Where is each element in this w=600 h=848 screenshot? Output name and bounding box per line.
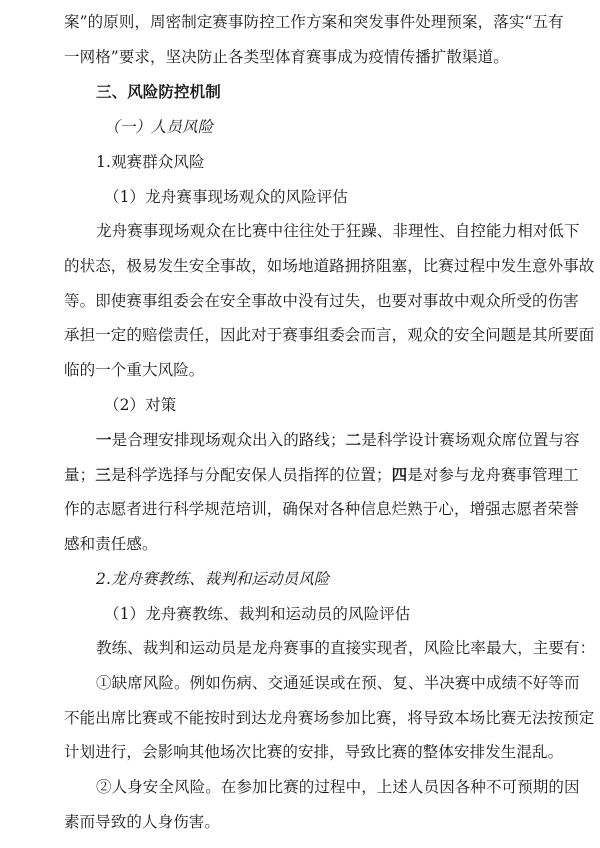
paragraph-line: 案”的原则，周密制定赛事防控工作方案和突发事件处理预案，落实“五有 <box>64 13 564 31</box>
paragraph-line: ①缺席风险。例如伤病、交通延误或在预、复、半决赛中成绩不好等而 <box>96 674 580 692</box>
text-span: 是对参与龙舟赛事管理工 <box>407 466 579 484</box>
subitem-heading: （1）龙舟赛事现场观众的风险评估 <box>104 188 348 206</box>
paragraph-line: 作的志愿者进行科学规范培训，确保对各种信息烂熟于心，增强志愿者荣誉 <box>64 500 579 518</box>
text-span: 是科学选择与分配安保人员指挥的位置； <box>110 466 392 484</box>
paragraph-line <box>64 465 579 485</box>
paragraph-line: 教练、裁判和运动员是龙舟赛事的直接实现者，风险比率最大，主要有： <box>96 639 596 657</box>
bold-term: 一 <box>96 430 112 449</box>
paragraph-line: 的状态，极易发生安全事故，如场地道路拥挤阻塞，比赛过程中发生意外事故 <box>64 257 595 275</box>
subitem-heading: （1）龙舟赛教练、裁判和运动员的风险评估 <box>104 605 411 623</box>
paragraph-line: 感和责任感。 <box>64 535 158 553</box>
paragraph-line: 素而导致的人身伤害。 <box>64 813 221 831</box>
paragraph-line <box>96 430 580 450</box>
item-heading: 1.观赛群众风险 <box>96 153 205 171</box>
section-heading: 三、风险防控机制 <box>96 83 221 101</box>
bold-term: 二 <box>345 430 362 449</box>
subsection-heading: （一）人员风险 <box>104 118 214 136</box>
text-span: 量； <box>64 466 96 484</box>
text-span: 是科学设计赛场观众席位置与容 <box>361 431 580 449</box>
paragraph-line: 一网格”要求，坚决防止各类型体育赛事成为疫情传播扩散渠道。 <box>64 48 509 66</box>
subitem-heading: （2）对策 <box>104 396 177 414</box>
paragraph-line: 计划进行，会影响其他场次比赛的安排，导致比赛的整体安排发生混乱。 <box>64 743 564 761</box>
item-heading: 2.龙舟赛教练、裁判和运动员风险 <box>96 570 330 588</box>
paragraph-line: 临的一个重大风险。 <box>64 361 205 379</box>
bold-term: 三 <box>95 465 111 484</box>
paragraph-line: ②人身安全风险。在参加比赛的过程中，上述人员因各种不可预期的因 <box>96 778 580 796</box>
paragraph-line: 不能出席比赛或不能按时到达龙舟赛场参加比赛，将导致本场比赛无法按预定 <box>64 709 595 727</box>
text-span: 是合理安排现场观众出入的路线； <box>111 431 346 449</box>
bold-term: 四 <box>391 465 408 484</box>
paragraph-line: 承担一定的赔偿责任，因此对于赛事组委会而言，观众的安全问题是其所要面 <box>64 326 595 344</box>
paragraph-line: 龙舟赛事现场观众在比赛中往往处于狂躁、非理性、自控能力相对低下 <box>96 222 580 240</box>
paragraph-line: 等。即使赛事组委会在安全事故中没有过失，也要对事故中观众所受的伤害 <box>64 292 579 310</box>
